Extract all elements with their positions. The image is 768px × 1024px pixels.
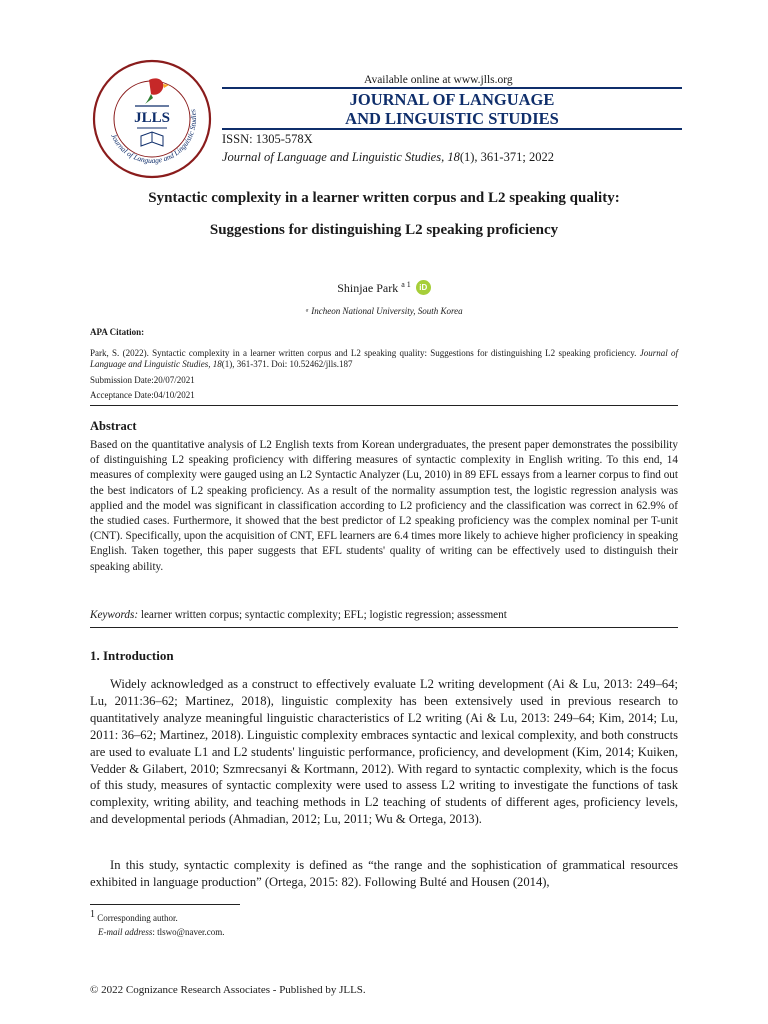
footnote-number: 1 xyxy=(90,909,95,920)
header-bottom-rule xyxy=(222,128,682,130)
author-line xyxy=(0,280,768,296)
available-online-text: Available online at www.jlls.org xyxy=(364,74,513,86)
affiliation: ᵃ Incheon National University, South Korea xyxy=(305,306,463,316)
intro-paragraph-1: Widely acknowledged as a construct to effectively evaluate L2 writing development (Ai & Lu, 2013: 249–64; Lu, 2011:36–62; Martinez, 2018), linguistic complexity has been extensively used in previous research to quantitatively analyze meaningful linguistic characteristics of L2 writing (Ai & Lu, 2013: 249–64; Kim, 2014; Lu, 2011: 36–62; Martinez, 2018). Linguistic complexity embraces syntactic and lexical complexity, and both constructs are used to evaluate L1 and L2 students' linguistic performance, proficiency, and development (Kim, 2014; Kuiken, Vedder & Gilabert, 2010; Szmrecsanyi & Kortmann, 2012). With regard to syntactic complexity, which is the focus of this study, measures of syntactic complexity were used to assess L2 writing to investigate the functions of task complexity, writing ability, and teaching methods in L2 teaching of students of different ages, proficiency levels, and developmental periods (Ahmadian, 2012; Lu, 2011; Wu & Ortega, 2013). xyxy=(90,677,678,827)
paper-title-line1: Syntactic complexity in a learner written corpus and L2 speaking quality: xyxy=(148,190,620,206)
apa-journal: Journal of Language and Linguistic Studies, 18 xyxy=(90,348,679,369)
logo-text: JLLS xyxy=(134,110,170,126)
apa-text-a: Park, S. (2022). Syntactic complexity in a learner written corpus and L2 speaking quality: Suggestions for distinguishing L2 speaking proficiency. xyxy=(90,348,640,358)
acceptance-date: Acceptance Date:04/10/2021 xyxy=(90,390,195,400)
email-label: E-mail address xyxy=(98,927,153,937)
abstract-body: Based on the quantitative analysis of L2 English texts from Korean undergraduates, the present paper demonstrates the possibility of distinguishing L2 speaking proficiency with differing measures of syntactic complexity in English writing. To this end, 14 measures of complexity were gauged using an L2 Syntactic Analyzer (Lu, 2010) in 89 EFL essays from a learner corpus to find out the best indicators of L2 speaking proficiency. As a result of the normality assumption test, the logistic regression analysis was applied and the model was significant in classification according to L2 proficiency and the classification was correct in 62.9% of the studied cases. Furthermore, it showed that the best predictor of L2 speaking proficiency was the complex nominal per T-unit (CNT). Specifically, upon the acquisition of CNT, EFL learners are 6.4 times more likely to achieve higher proficiency in speaking English. Taken together, this paper suggests that EFL students' quality of writing can be effectively used to distinguish their speaking ability. xyxy=(90,439,678,573)
submission-date: Submission Date:20/07/2021 xyxy=(90,375,195,385)
keywords xyxy=(90,609,507,621)
paper-title-line2: Suggestions for distinguishing L2 speaking proficiency xyxy=(209,222,559,238)
footnote-label: Corresponding author. xyxy=(95,913,178,923)
journal-name-line2: AND LINGUISTIC STUDIES xyxy=(345,109,559,128)
apa-heading: APA Citation: xyxy=(90,327,145,337)
apa-citation xyxy=(90,348,678,370)
email-address[interactable]: : tlswo@naver.com. xyxy=(152,927,225,937)
section-heading-introduction: 1. Introduction xyxy=(90,648,174,663)
journal-logo xyxy=(91,58,213,180)
header-top-rule xyxy=(222,87,682,89)
logo-ring-text: Journal of Language and Linguistic Studies xyxy=(109,108,199,166)
apa-text-b: (1), 361-371. Doi: 10.52462/jlls.187 xyxy=(221,359,353,369)
citation-rest: (1), 361-371; 2022 xyxy=(459,150,554,164)
journal-name xyxy=(222,90,682,128)
intro-paragraph-2: In this study, syntactic complexity is defined as “the range and the sophistication of grammatical resources exhibited in language production” (Ortega, 2015: 82). Following Bulté and Housen (2014), xyxy=(90,858,678,889)
footnote-email xyxy=(98,927,224,937)
footnote-rule xyxy=(90,904,240,905)
keywords-label: Keywords: xyxy=(90,609,139,621)
author-superscript: a 1 xyxy=(401,280,411,289)
issn: ISSN: 1305-578X xyxy=(222,132,313,146)
copyright-footer: © 2022 Cognizance Research Associates - Published by JLLS. xyxy=(90,984,366,996)
keywords-list: learner written corpus; syntactic complexity; EFL; logistic regression; assessment xyxy=(138,609,507,621)
abstract-divider xyxy=(90,627,678,628)
author-name: Shinjae Park xyxy=(337,281,399,295)
footnote-corresponding xyxy=(90,909,178,923)
citation-volume: 18 xyxy=(447,150,460,164)
orcid-icon[interactable]: iD xyxy=(416,280,431,295)
journal-name-line1: JOURNAL OF LANGUAGE xyxy=(349,90,555,109)
apa-divider xyxy=(90,405,678,406)
citation-journal: Journal of Language and Linguistic Studies, xyxy=(222,150,448,164)
journal-citation xyxy=(222,150,554,165)
abstract-heading: Abstract xyxy=(90,419,137,433)
